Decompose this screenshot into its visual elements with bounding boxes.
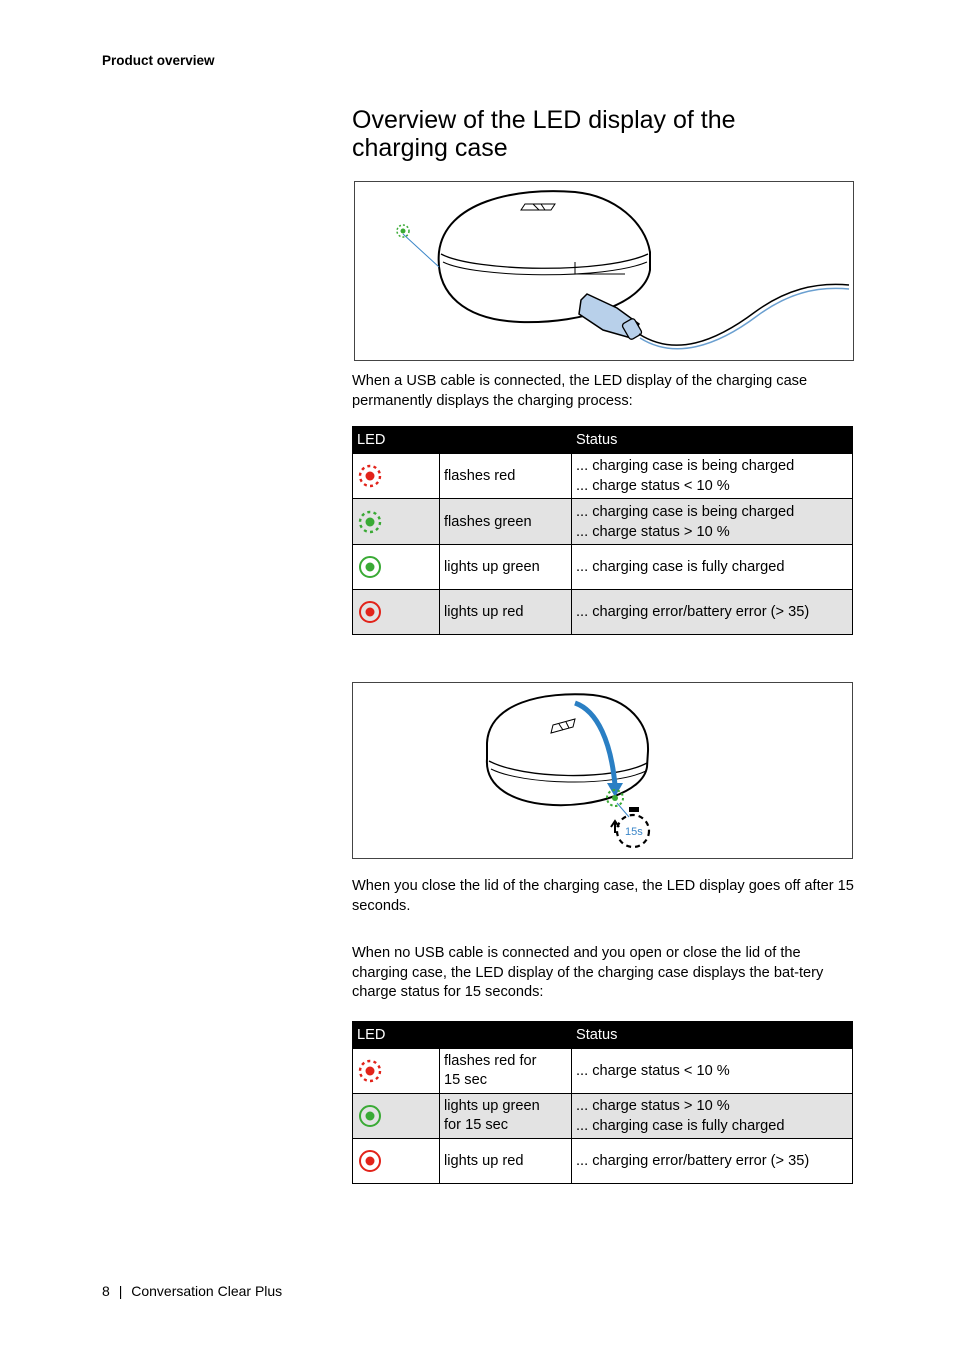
solid-green-led-icon	[357, 554, 383, 580]
status-cell	[572, 499, 853, 545]
status-cell	[572, 1094, 853, 1139]
column-header-status: Status	[572, 427, 853, 454]
flashing-red-led-icon	[357, 463, 383, 489]
usb-connected-paragraph: When a USB cable is connected, the LED display of the charging case permanently displays the charging process:	[352, 373, 808, 409]
document-title: Conversation Clear Plus	[131, 1283, 283, 1299]
description-line: for 15 sec	[444, 1117, 509, 1133]
status-line: ... charging case is being charged	[576, 503, 795, 520]
led-status-table-charging	[352, 426, 853, 635]
led-description	[440, 1049, 572, 1094]
solid-red-led-icon	[357, 599, 383, 625]
status-cell	[572, 1049, 853, 1094]
column-header-led: LED	[353, 1022, 572, 1049]
page-footer	[102, 1283, 282, 1299]
status-line: ... charging case is fully charged	[576, 1118, 785, 1134]
flashing-green-led-icon	[357, 509, 383, 535]
page-title: Overview of the LED display of the charging case	[352, 106, 736, 162]
led-description: flashes red	[440, 454, 572, 499]
section-header: Product overview	[102, 53, 215, 68]
lid-close-paragraph: When you close the lid of the charging case, the LED display goes off after 15 seconds.	[352, 878, 854, 914]
status-line: ... charging case is being charged	[576, 458, 795, 474]
description-line: lights up red	[444, 1153, 524, 1169]
flashing-red-led-icon	[357, 1058, 383, 1084]
solid-red-led-icon	[357, 1148, 383, 1174]
table-row	[353, 590, 853, 635]
table-row	[353, 1139, 853, 1184]
led-description: flashes green	[440, 499, 572, 545]
led-status-table-battery	[352, 1021, 853, 1184]
timer-label: 15s	[625, 826, 643, 838]
status-cell	[572, 454, 853, 499]
status-line: ... charging case is fully charged	[576, 559, 785, 575]
status-line: ... charge status < 10 %	[576, 478, 730, 494]
charging-case-usb-illustration	[355, 182, 853, 360]
solid-green-led-icon	[357, 1103, 383, 1129]
no-usb-paragraph: When no USB cable is connected and you open or close the lid of the charging case, the LED display of the charging case displays the bat-tery charge status for 15 seconds:	[352, 945, 824, 1000]
page-number: 8	[102, 1283, 110, 1299]
description-line: flashes red for	[444, 1053, 537, 1069]
table-row	[353, 1094, 853, 1139]
table-row	[353, 545, 853, 590]
table-row	[353, 499, 853, 545]
led-description	[440, 1139, 572, 1184]
charging-case-usb-figure	[354, 181, 854, 361]
description-line: 15 sec	[444, 1072, 487, 1088]
led-description: lights up green	[440, 545, 572, 590]
column-header-status: Status	[572, 1022, 853, 1049]
status-line: ... charging error/battery error (> 35)	[576, 604, 810, 620]
status-cell	[572, 590, 853, 635]
status-line: ... charge status < 10 %	[576, 1063, 730, 1079]
footer-separator: |	[118, 1283, 123, 1299]
column-header-led: LED	[353, 427, 572, 454]
table-row	[353, 1049, 853, 1094]
green-led-callout-icon	[397, 225, 409, 237]
status-line: ... charging error/battery error (> 35)	[576, 1153, 810, 1169]
status-line: ... charge status > 10 %	[576, 523, 730, 540]
status-cell	[572, 545, 853, 590]
table-row	[353, 454, 853, 499]
led-description	[440, 1094, 572, 1139]
status-cell	[572, 1139, 853, 1184]
description-line: lights up green	[444, 1098, 540, 1114]
status-line: ... charge status > 10 %	[576, 1098, 730, 1114]
closing-lid-illustration	[353, 683, 852, 858]
closing-lid-figure	[352, 682, 853, 859]
led-description: lights up red	[440, 590, 572, 635]
